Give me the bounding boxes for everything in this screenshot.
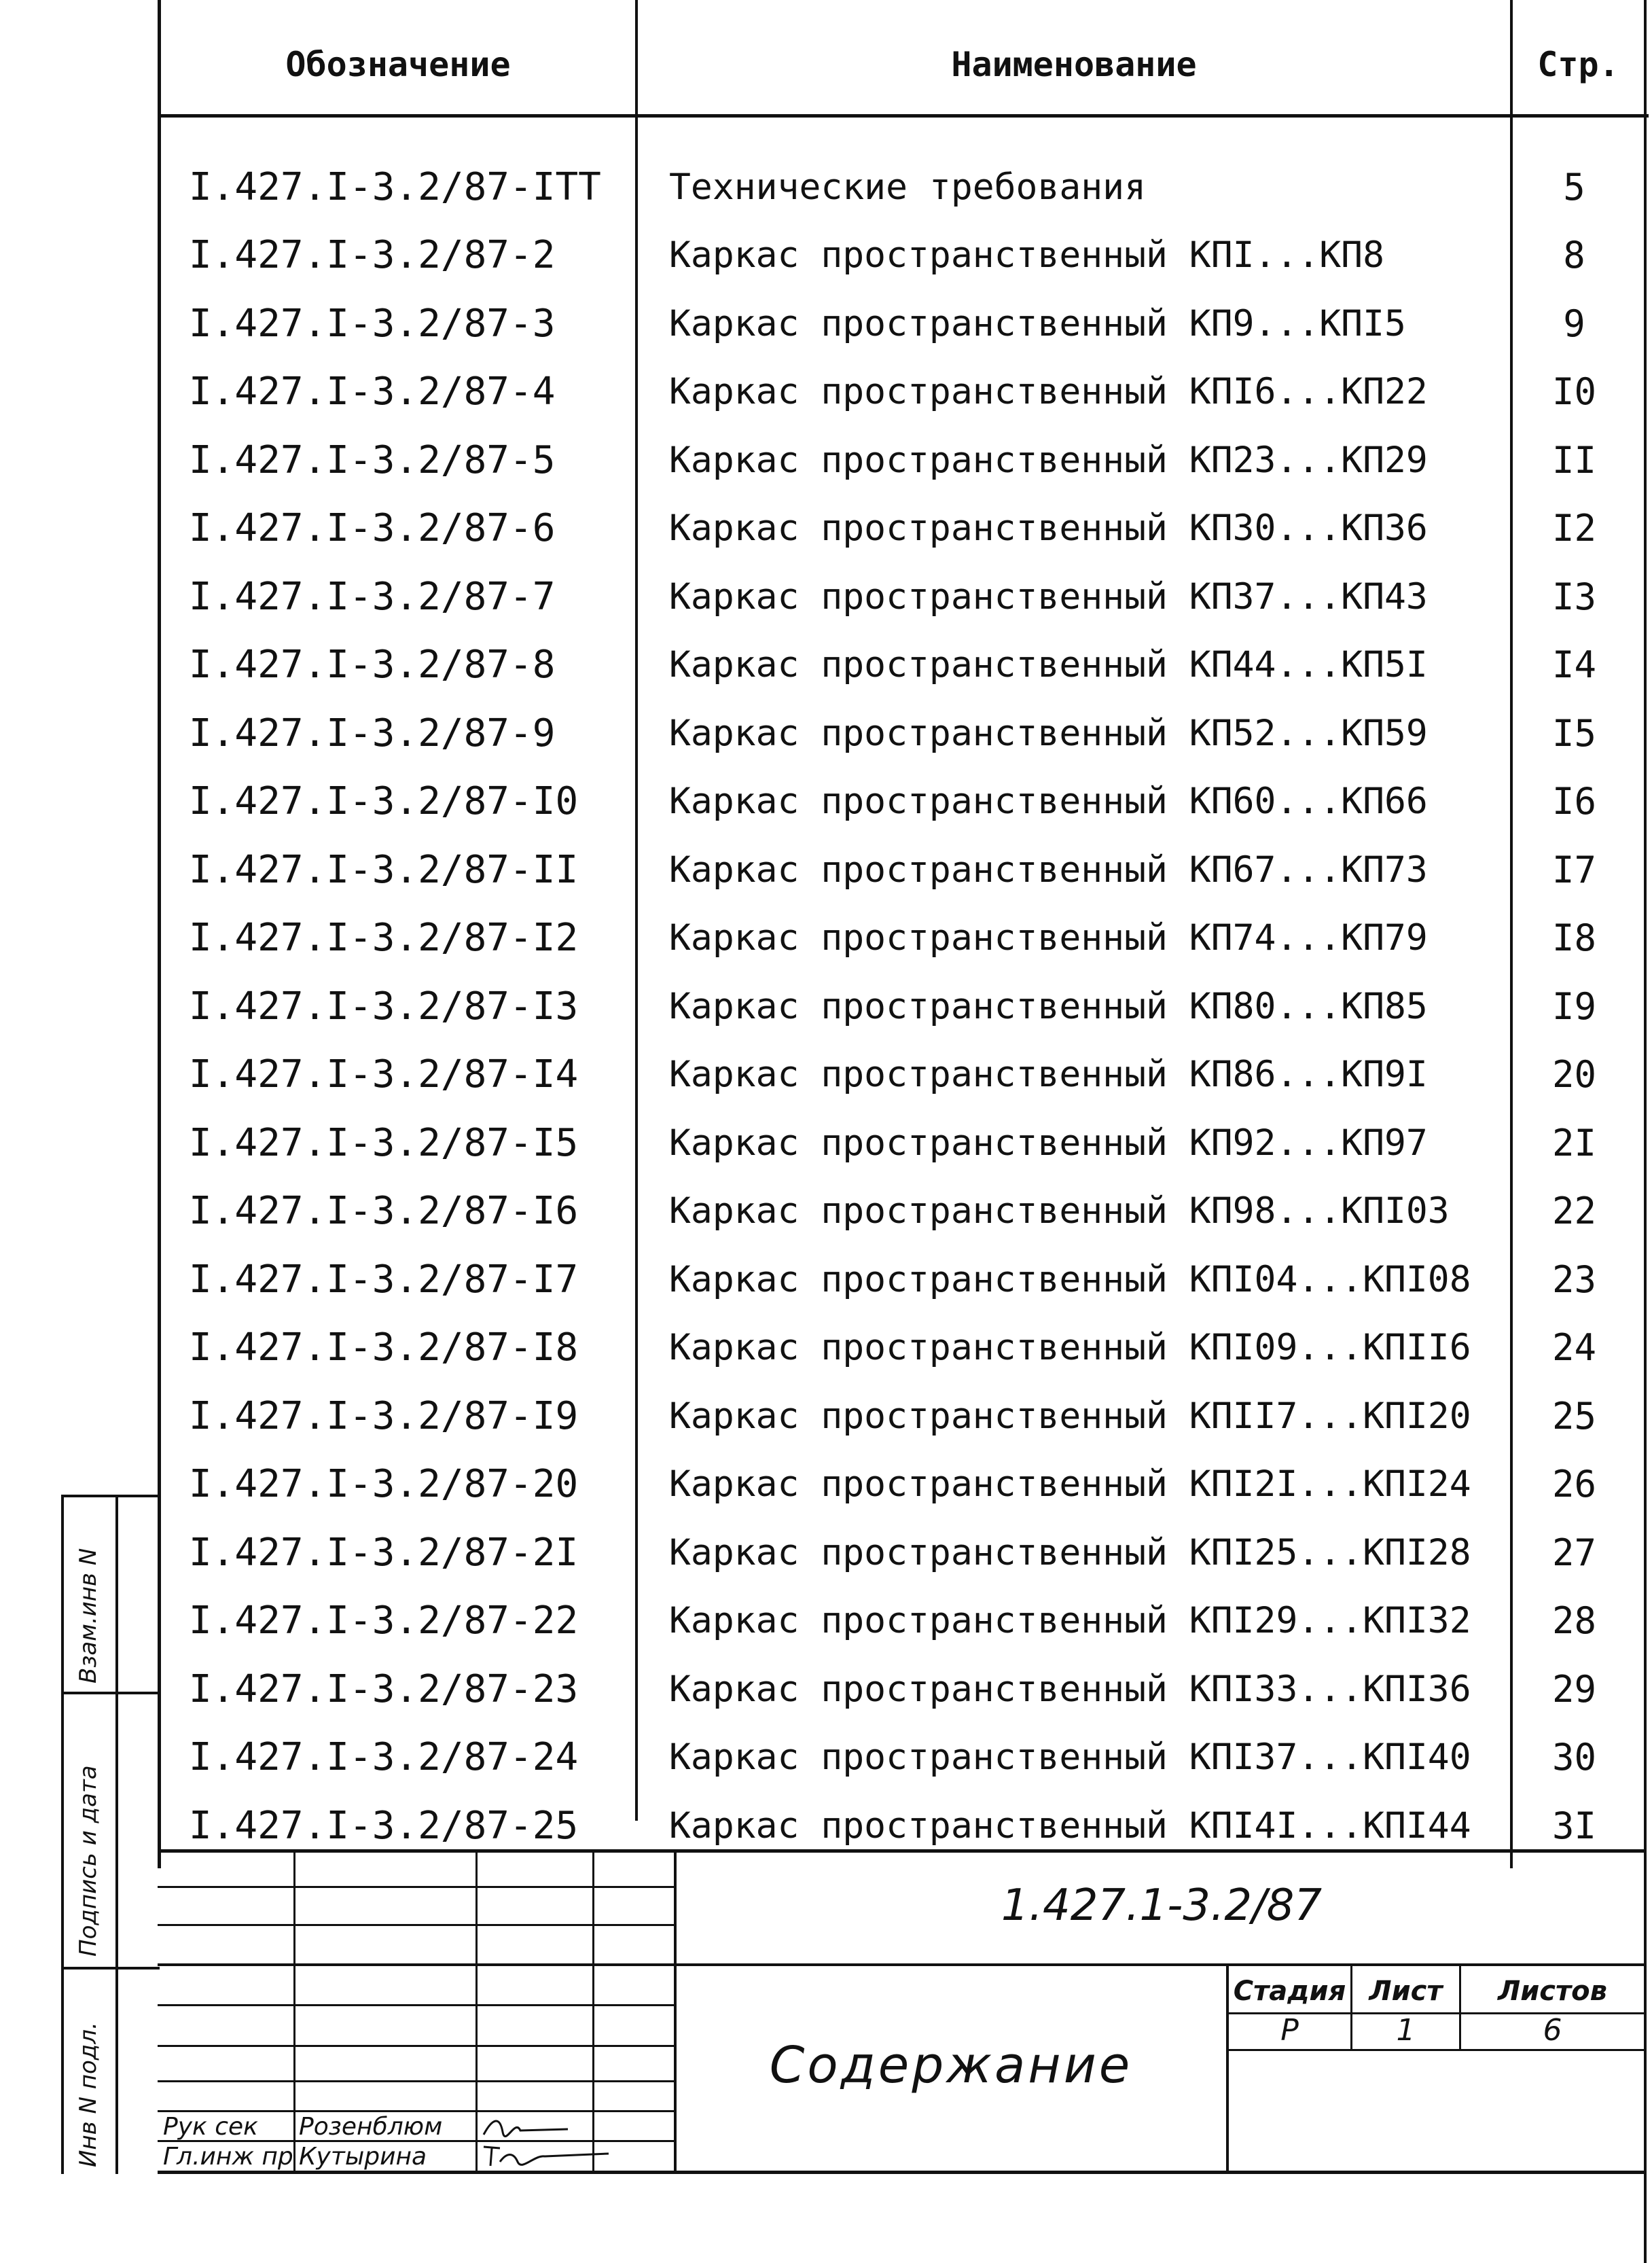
- titleblock-left-col: [674, 1849, 677, 2173]
- signer-role-1: Рук сек: [163, 2112, 258, 2141]
- side-stamp-replacement-label: Взам.инв N: [75, 1548, 102, 1683]
- table-row: [0, 1109, 1652, 1177]
- table-row: [0, 358, 1652, 426]
- row-designation: I.427.I-3.2/87-4: [189, 370, 556, 414]
- signer-role-2: Гл.инж пр: [163, 2142, 293, 2171]
- row-page: 23: [1551, 1258, 1597, 1301]
- row-page: 30: [1551, 1736, 1597, 1779]
- row-page: 24: [1551, 1326, 1597, 1369]
- row-designation: I.427.I-3.2/87-I2: [189, 916, 579, 960]
- table-row: [0, 426, 1652, 494]
- sig-row-4: [158, 2045, 675, 2047]
- document-designation: 1.427.1-3.2/87: [1001, 1880, 1323, 1931]
- table-row: [0, 1655, 1652, 1723]
- row-name: Каркас пространственный КПI4I...КПI44: [669, 1804, 1471, 1847]
- table-row: [0, 1041, 1652, 1109]
- stamp-divider-2: [61, 1967, 160, 1970]
- row-designation: I.427.I-3.2/87-2: [189, 233, 556, 277]
- row-designation: I.427.I-3.2/87-23: [189, 1667, 579, 1711]
- row-name: Каркас пространственный КПI25...КПI28: [669, 1531, 1471, 1573]
- row-designation: I.427.I-3.2/87-I3: [189, 984, 579, 1029]
- row-name: Каркас пространственный КПI04...КПI08: [669, 1258, 1471, 1300]
- row-designation: I.427.I-3.2/87-ITT: [189, 164, 601, 209]
- table-row: [0, 1518, 1652, 1586]
- stamp-inner-line: [115, 1495, 118, 2174]
- row-page: 9: [1563, 302, 1585, 345]
- side-stamp-original-label: Инв N подл.: [75, 2022, 102, 2167]
- stamp-divider-1: [61, 1692, 160, 1694]
- row-page: I7: [1551, 848, 1597, 891]
- stage-value-line: [1226, 2049, 1644, 2051]
- row-designation: I.427.I-3.2/87-I9: [189, 1393, 579, 1438]
- row-page: I6: [1551, 780, 1597, 823]
- row-name: Каркас пространственный КП23...КП29: [669, 439, 1428, 481]
- row-designation: I.427.I-3.2/87-7: [189, 574, 556, 619]
- row-designation: I.427.I-3.2/87-20: [189, 1462, 579, 1506]
- stamp-top-line: [61, 1495, 160, 1497]
- row-designation: I.427.I-3.2/87-I6: [189, 1189, 579, 1233]
- row-name: Каркас пространственный КПI09...КПII6: [669, 1327, 1471, 1368]
- row-designation: I.427.I-3.2/87-I7: [189, 1257, 579, 1302]
- table-row: [0, 221, 1652, 289]
- row-designation: I.427.I-3.2/87-24: [189, 1735, 579, 1779]
- row-name: Каркас пространственный КП86...КП9I: [669, 1054, 1428, 1095]
- row-designation: I.427.I-3.2/87-I5: [189, 1120, 579, 1165]
- table-row: [0, 836, 1652, 904]
- row-designation: I.427.I-3.2/87-22: [189, 1599, 579, 1643]
- row-name: Каркас пространственный КПI6...КП22: [669, 371, 1428, 412]
- row-name: Каркас пространственный КПI33...КПI36: [669, 1668, 1471, 1710]
- table-row: [0, 972, 1652, 1040]
- row-name: Каркас пространственный КПI...КП8: [669, 234, 1384, 276]
- row-page: 2I: [1551, 1121, 1597, 1164]
- table-row: [0, 904, 1652, 972]
- row-designation: I.427.I-3.2/87-8: [189, 643, 556, 687]
- sig-col-3: [592, 1849, 594, 2173]
- sig-col-1: [293, 1849, 295, 2173]
- row-designation: I.427.I-3.2/87-I0: [189, 779, 579, 823]
- row-name: Каркас пространственный КП67...КП73: [669, 849, 1428, 891]
- row-page: 5: [1563, 165, 1585, 209]
- sig-row-2: [158, 1924, 675, 1926]
- row-designation: I.427.I-3.2/87-5: [189, 438, 556, 482]
- row-name: Каркас пространственный КП44...КП5I: [669, 644, 1428, 685]
- document-title: Содержание: [769, 2036, 1133, 2095]
- row-designation: I.427.I-3.2/87-9: [189, 711, 556, 755]
- row-name: Каркас пространственный КПI2I...КПI24: [669, 1463, 1471, 1505]
- signer-name-1: Розенблюм: [299, 2112, 443, 2141]
- header-page: Стр.: [1537, 45, 1619, 84]
- signature-mark-1: [480, 2111, 588, 2141]
- table-row: [0, 768, 1652, 836]
- row-name: Каркас пространственный КП60...КП66: [669, 781, 1428, 822]
- table-row: [0, 1314, 1652, 1382]
- signer-name-2: Кутырина: [299, 2142, 427, 2171]
- sheets-value: 6: [1543, 2012, 1562, 2048]
- stamp-outer-left-line: [61, 1495, 64, 2174]
- row-name: Каркас пространственный КПI29...КПI32: [669, 1600, 1471, 1641]
- row-name: Каркас пространственный КП52...КП59: [669, 712, 1428, 754]
- row-page: 26: [1551, 1463, 1597, 1505]
- sig-row-1: [158, 1886, 675, 1888]
- row-page: I0: [1551, 370, 1597, 413]
- row-page: I4: [1551, 643, 1597, 686]
- row-name: Каркас пространственный КПII7...КПI20: [669, 1395, 1471, 1437]
- row-designation: I.427.I-3.2/87-II: [189, 847, 579, 892]
- titleblock-mid-line: [158, 1963, 1647, 1966]
- sheets-label: Листов: [1498, 1976, 1607, 2007]
- table-row: [0, 699, 1652, 767]
- table-row: [0, 1724, 1652, 1792]
- table-row: [0, 153, 1652, 221]
- table-row: [0, 563, 1652, 630]
- header-designation: Обозначение: [285, 45, 511, 84]
- sig-row-5: [158, 2080, 675, 2082]
- row-page: 22: [1551, 1190, 1597, 1232]
- row-designation: I.427.I-3.2/87-6: [189, 506, 556, 550]
- signature-mark-2: [480, 2141, 615, 2171]
- row-name: Каркас пространственный КПI37...КПI40: [669, 1736, 1471, 1778]
- sig-row-3: [158, 2004, 675, 2006]
- row-page: I9: [1551, 984, 1597, 1028]
- table-row: [0, 631, 1652, 699]
- table-row: [0, 1587, 1652, 1655]
- row-page: 29: [1551, 1667, 1597, 1711]
- sheet-label: Лист: [1369, 1976, 1443, 2007]
- row-name: Каркас пространственный КП9...КПI5: [669, 302, 1406, 344]
- table-row: [0, 1382, 1652, 1450]
- row-page: 8: [1563, 234, 1585, 277]
- table-row: [0, 1245, 1652, 1313]
- row-designation: I.427.I-3.2/87-2I: [189, 1530, 579, 1575]
- table-row: [0, 289, 1652, 357]
- row-designation: I.427.I-3.2/87-25: [189, 1803, 579, 1848]
- row-designation: I.427.I-3.2/87-3: [189, 301, 556, 346]
- row-page: I8: [1551, 916, 1597, 959]
- row-page: 28: [1551, 1599, 1597, 1642]
- table-row: [0, 495, 1652, 563]
- row-name: Каркас пространственный КП37...КП43: [669, 575, 1428, 618]
- row-page: 3I: [1551, 1804, 1597, 1847]
- sig-col-2: [475, 1849, 478, 2173]
- stage-value: Р: [1280, 2012, 1299, 2048]
- side-stamp-signature-label: Подпись и дата: [75, 1765, 102, 1957]
- row-name: Технические требования: [669, 166, 1146, 208]
- row-page: II: [1551, 438, 1597, 482]
- row-name: Каркас пространственный КП30...КП36: [669, 507, 1428, 549]
- row-page: 25: [1551, 1394, 1597, 1438]
- sheet-value: 1: [1396, 2012, 1416, 2048]
- header-name: Наименование: [951, 45, 1197, 84]
- table-row: [0, 1450, 1652, 1518]
- row-name: Каркас пространственный КП74...КП79: [669, 917, 1428, 959]
- row-page: I2: [1551, 507, 1597, 550]
- stage-label: Стадия: [1233, 1976, 1346, 2007]
- row-page: I5: [1551, 711, 1597, 755]
- row-name: Каркас пространственный КП92...КП97: [669, 1122, 1428, 1164]
- row-page: 20: [1551, 1053, 1597, 1096]
- row-page: 27: [1551, 1531, 1597, 1574]
- row-name: Каркас пространственный КП98...КПI03: [669, 1190, 1450, 1232]
- table-row: [0, 1177, 1652, 1245]
- row-designation: I.427.I-3.2/87-I4: [189, 1052, 579, 1097]
- row-page: I3: [1551, 575, 1597, 618]
- row-name: Каркас пространственный КП80...КП85: [669, 985, 1428, 1027]
- row-designation: I.427.I-3.2/87-I8: [189, 1325, 579, 1370]
